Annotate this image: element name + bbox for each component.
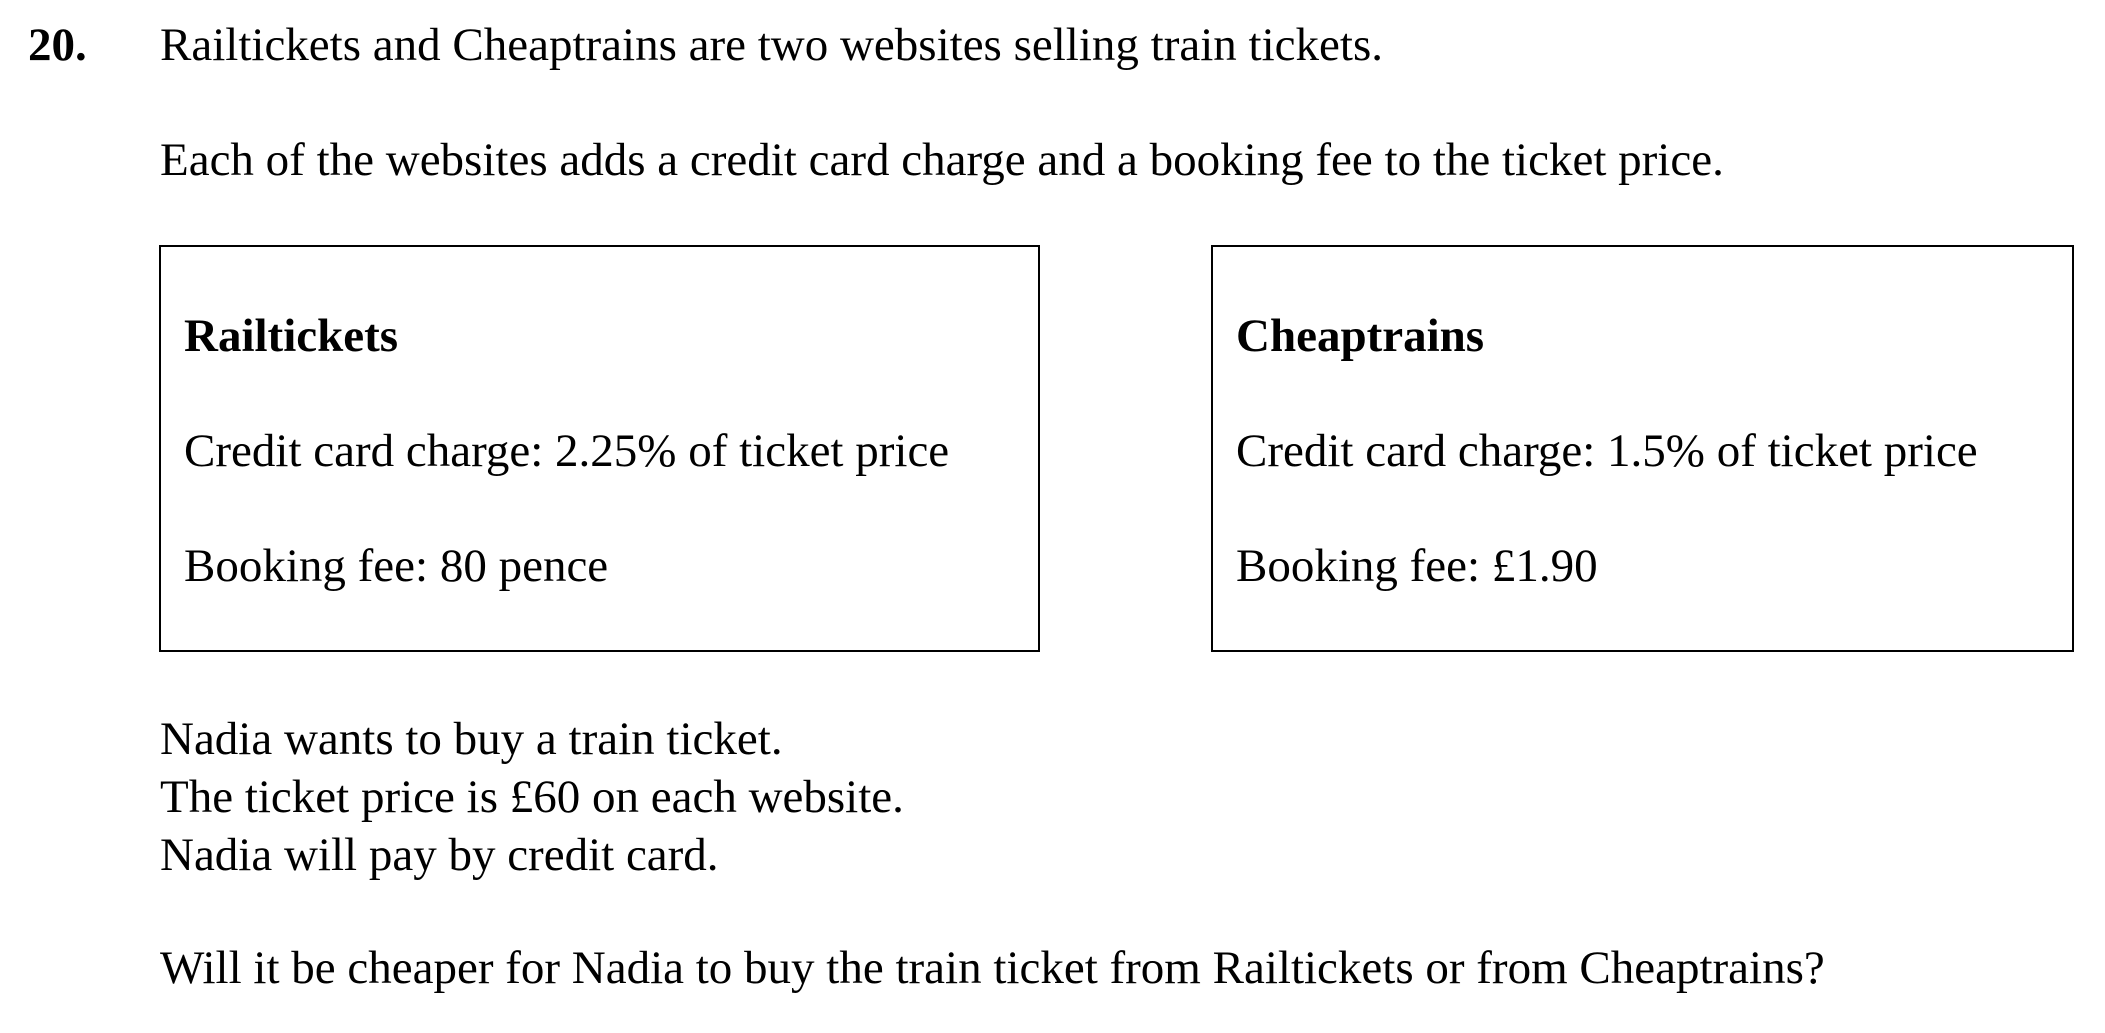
question-intro: Railtickets and Cheaptrains are two websites selling train tickets. — [160, 19, 1383, 71]
cheaptrains-box — [1211, 245, 2074, 652]
cheaptrains-booking-fee: Booking fee: £1.90 — [1236, 540, 1598, 592]
railtickets-credit-card-charge: Credit card charge: 2.25% of ticket price — [184, 425, 950, 477]
scenario-line-2: The ticket price is £60 on each website. — [160, 771, 904, 823]
cheaptrains-credit-card-charge: Credit card charge: 1.5% of ticket price — [1236, 425, 1978, 477]
scenario-line-3: Nadia will pay by credit card. — [160, 829, 719, 881]
question-prompt: Will it be cheaper for Nadia to buy the train ticket from Railtickets or from Cheaptrains? — [160, 942, 1825, 994]
railtickets-title: Railtickets — [184, 310, 399, 362]
railtickets-box — [159, 245, 1040, 652]
scenario-line-1: Nadia wants to buy a train ticket. — [160, 713, 783, 765]
question-number: 20. — [28, 19, 87, 71]
railtickets-booking-fee: Booking fee: 80 pence — [184, 540, 609, 592]
cheaptrains-title: Cheaptrains — [1236, 310, 1485, 362]
fees-statement: Each of the websites adds a credit card charge and a booking fee to the ticket price. — [160, 134, 1724, 186]
